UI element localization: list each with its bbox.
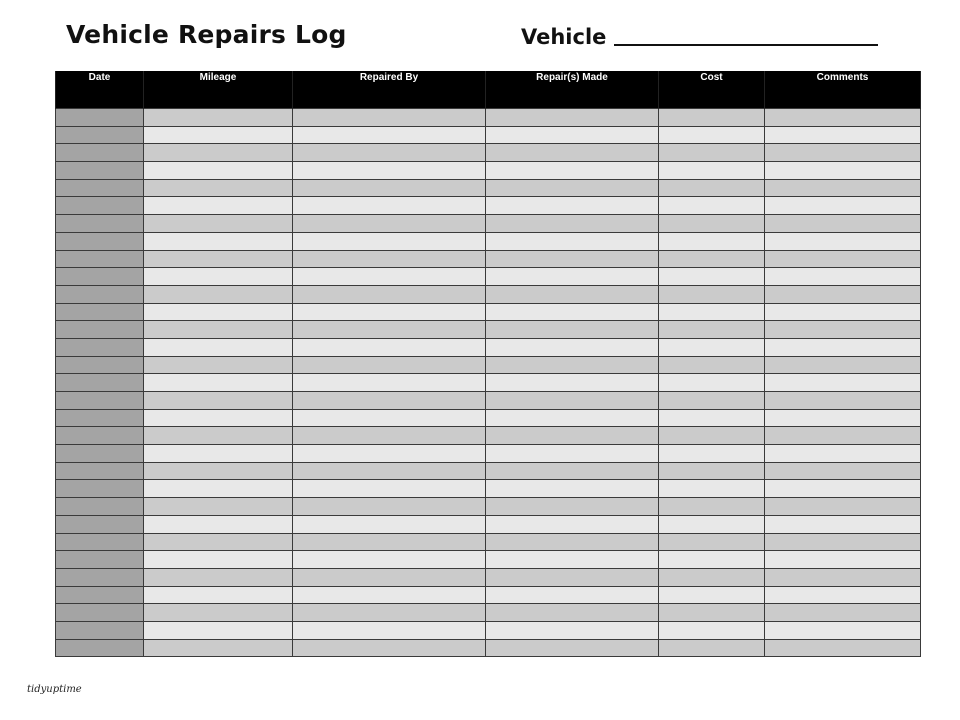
cell-mileage[interactable] [144,639,293,657]
cell-cost[interactable] [659,303,765,321]
table-row [56,462,921,480]
cell-date[interactable] [56,586,144,604]
cell-repairs-made[interactable] [486,232,659,250]
cell-comments[interactable] [765,285,921,303]
cell-mileage[interactable] [144,374,293,392]
cell-repaired-by[interactable] [293,250,486,268]
cell-repairs-made[interactable] [486,109,659,127]
cell-mileage[interactable] [144,515,293,533]
cell-repaired-by[interactable] [293,568,486,586]
cell-cost[interactable] [659,621,765,639]
table-row [56,268,921,286]
cell-repairs-made[interactable] [486,427,659,445]
cell-repairs-made[interactable] [486,604,659,622]
cell-cost[interactable] [659,639,765,657]
cell-date[interactable] [56,462,144,480]
cell-repaired-by[interactable] [293,392,486,410]
cell-cost[interactable] [659,445,765,463]
brand-watermark: tidyuptime [27,684,82,695]
cell-repairs-made[interactable] [486,374,659,392]
cell-date[interactable] [56,232,144,250]
cell-mileage[interactable] [144,126,293,144]
table-row [56,338,921,356]
cell-mileage[interactable] [144,215,293,233]
column-header-repaired-by: Repaired By [293,71,486,109]
table-row [56,250,921,268]
cell-date[interactable] [56,179,144,197]
cell-date[interactable] [56,515,144,533]
cell-mileage[interactable] [144,498,293,516]
cell-cost[interactable] [659,285,765,303]
cell-cost[interactable] [659,215,765,233]
cell-comments[interactable] [765,409,921,427]
table-row [56,232,921,250]
cell-comments[interactable] [765,462,921,480]
cell-cost[interactable] [659,126,765,144]
table-row [56,162,921,180]
cell-repaired-by[interactable] [293,533,486,551]
table-row [56,604,921,622]
vehicle-blank-line[interactable] [614,44,878,46]
cell-mileage[interactable] [144,621,293,639]
column-header-date: Date [56,71,144,109]
cell-repaired-by[interactable] [293,498,486,516]
table-row [56,179,921,197]
table-row [56,285,921,303]
cell-comments[interactable] [765,604,921,622]
table-row [56,144,921,162]
cell-cost[interactable] [659,551,765,569]
cell-cost[interactable] [659,409,765,427]
cell-repaired-by[interactable] [293,604,486,622]
cell-repairs-made[interactable] [486,162,659,180]
cell-cost[interactable] [659,109,765,127]
vehicle-field [521,24,878,50]
cell-repaired-by[interactable] [293,232,486,250]
table-row [56,427,921,445]
cell-repairs-made[interactable] [486,392,659,410]
cell-comments[interactable] [765,215,921,233]
cell-date[interactable] [56,551,144,569]
cell-repaired-by[interactable] [293,621,486,639]
cell-repairs-made[interactable] [486,126,659,144]
cell-comments[interactable] [765,480,921,498]
table-row [56,515,921,533]
cell-repaired-by[interactable] [293,409,486,427]
cell-repaired-by[interactable] [293,374,486,392]
cell-repairs-made[interactable] [486,144,659,162]
cell-repaired-by[interactable] [293,515,486,533]
table-body [56,109,921,657]
cell-mileage[interactable] [144,445,293,463]
cell-repaired-by[interactable] [293,285,486,303]
cell-comments[interactable] [765,551,921,569]
cell-repaired-by[interactable] [293,109,486,127]
cell-comments[interactable] [765,197,921,215]
cell-date[interactable] [56,356,144,374]
cell-repairs-made[interactable] [486,551,659,569]
cell-cost[interactable] [659,232,765,250]
cell-mileage[interactable] [144,144,293,162]
cell-repaired-by[interactable] [293,480,486,498]
cell-mileage[interactable] [144,303,293,321]
cell-cost[interactable] [659,480,765,498]
cell-cost[interactable] [659,568,765,586]
cell-date[interactable] [56,568,144,586]
cell-mileage[interactable] [144,197,293,215]
cell-repairs-made[interactable] [486,621,659,639]
cell-repaired-by[interactable] [293,303,486,321]
cell-mileage[interactable] [144,109,293,127]
cell-repairs-made[interactable] [486,268,659,286]
cell-comments[interactable] [765,427,921,445]
cell-date[interactable] [56,162,144,180]
cell-repaired-by[interactable] [293,427,486,445]
table-row [56,409,921,427]
cell-mileage[interactable] [144,250,293,268]
cell-repaired-by[interactable] [293,197,486,215]
cell-comments[interactable] [765,586,921,604]
cell-cost[interactable] [659,268,765,286]
cell-cost[interactable] [659,144,765,162]
cell-cost[interactable] [659,179,765,197]
cell-repairs-made[interactable] [486,179,659,197]
cell-repaired-by[interactable] [293,162,486,180]
cell-mileage[interactable] [144,586,293,604]
table-row [56,639,921,657]
cell-repairs-made[interactable] [486,409,659,427]
cell-repairs-made[interactable] [486,445,659,463]
cell-repaired-by[interactable] [293,215,486,233]
cell-repairs-made[interactable] [486,498,659,516]
cell-cost[interactable] [659,321,765,339]
cell-comments[interactable] [765,250,921,268]
cell-mileage[interactable] [144,604,293,622]
cell-repairs-made[interactable] [486,639,659,657]
cell-date[interactable] [56,215,144,233]
cell-repaired-by[interactable] [293,268,486,286]
table-row [56,586,921,604]
cell-comments[interactable] [765,126,921,144]
cell-repairs-made[interactable] [486,462,659,480]
cell-repairs-made[interactable] [486,586,659,604]
cell-date[interactable] [56,126,144,144]
cell-date[interactable] [56,480,144,498]
cell-comments[interactable] [765,321,921,339]
cell-comments[interactable] [765,179,921,197]
cell-comments[interactable] [765,338,921,356]
cell-cost[interactable] [659,533,765,551]
table-row [56,445,921,463]
cell-repairs-made[interactable] [486,303,659,321]
cell-repaired-by[interactable] [293,639,486,657]
cell-mileage[interactable] [144,409,293,427]
repairs-log-table [55,71,921,657]
cell-repairs-made[interactable] [486,515,659,533]
cell-date[interactable] [56,621,144,639]
column-header-cost: Cost [659,71,765,109]
cell-date[interactable] [56,321,144,339]
cell-comments[interactable] [765,568,921,586]
cell-mileage[interactable] [144,462,293,480]
cell-repaired-by[interactable] [293,126,486,144]
cell-repairs-made[interactable] [486,285,659,303]
cell-date[interactable] [56,250,144,268]
cell-repaired-by[interactable] [293,144,486,162]
cell-cost[interactable] [659,498,765,516]
cell-cost[interactable] [659,197,765,215]
column-header-comments: Comments [765,71,921,109]
cell-comments[interactable] [765,498,921,516]
cell-comments[interactable] [765,303,921,321]
column-header-repairs-made: Repair(s) Made [486,71,659,109]
cell-mileage[interactable] [144,338,293,356]
table-row [56,621,921,639]
cell-comments[interactable] [765,392,921,410]
cell-cost[interactable] [659,356,765,374]
column-header-mileage: Mileage [144,71,293,109]
cell-comments[interactable] [765,621,921,639]
table-row [56,303,921,321]
cell-cost[interactable] [659,604,765,622]
cell-repairs-made[interactable] [486,480,659,498]
table-row [56,392,921,410]
cell-cost[interactable] [659,586,765,604]
cell-cost[interactable] [659,427,765,445]
cell-date[interactable] [56,338,144,356]
table-row [56,356,921,374]
cell-date[interactable] [56,374,144,392]
cell-repaired-by[interactable] [293,338,486,356]
table-header-row [56,71,921,109]
cell-mileage[interactable] [144,321,293,339]
cell-repairs-made[interactable] [486,215,659,233]
cell-date[interactable] [56,409,144,427]
table-row [56,197,921,215]
table-row [56,480,921,498]
cell-repairs-made[interactable] [486,568,659,586]
cell-mileage[interactable] [144,533,293,551]
page-title: Vehicle Repairs Log [66,20,347,49]
cell-comments[interactable] [765,445,921,463]
vehicle-label: Vehicle [521,25,607,49]
cell-date[interactable] [56,604,144,622]
cell-comments[interactable] [765,639,921,657]
cell-date[interactable] [56,498,144,516]
table-row [56,374,921,392]
cell-comments[interactable] [765,144,921,162]
cell-repairs-made[interactable] [486,338,659,356]
cell-mileage[interactable] [144,480,293,498]
cell-date[interactable] [56,109,144,127]
cell-repaired-by[interactable] [293,179,486,197]
cell-date[interactable] [56,197,144,215]
cell-date[interactable] [56,268,144,286]
cell-mileage[interactable] [144,568,293,586]
table-row [56,126,921,144]
cell-comments[interactable] [765,232,921,250]
cell-cost[interactable] [659,162,765,180]
cell-date[interactable] [56,445,144,463]
table-row [56,109,921,127]
table-row [56,498,921,516]
cell-date[interactable] [56,144,144,162]
cell-comments[interactable] [765,515,921,533]
table-row [56,568,921,586]
cell-repairs-made[interactable] [486,250,659,268]
cell-mileage[interactable] [144,392,293,410]
cell-mileage[interactable] [144,356,293,374]
cell-date[interactable] [56,639,144,657]
cell-repaired-by[interactable] [293,462,486,480]
table-row [56,551,921,569]
cell-comments[interactable] [765,162,921,180]
cell-repairs-made[interactable] [486,197,659,215]
cell-mileage[interactable] [144,179,293,197]
cell-date[interactable] [56,303,144,321]
cell-mileage[interactable] [144,551,293,569]
cell-cost[interactable] [659,392,765,410]
cell-comments[interactable] [765,356,921,374]
cell-repaired-by[interactable] [293,321,486,339]
cell-date[interactable] [56,533,144,551]
cell-repaired-by[interactable] [293,356,486,374]
cell-mileage[interactable] [144,285,293,303]
cell-cost[interactable] [659,250,765,268]
cell-cost[interactable] [659,374,765,392]
table-row [56,321,921,339]
cell-repaired-by[interactable] [293,445,486,463]
cell-repairs-made[interactable] [486,321,659,339]
cell-comments[interactable] [765,374,921,392]
cell-repairs-made[interactable] [486,533,659,551]
cell-date[interactable] [56,392,144,410]
cell-comments[interactable] [765,268,921,286]
cell-mileage[interactable] [144,162,293,180]
cell-repaired-by[interactable] [293,551,486,569]
cell-repaired-by[interactable] [293,586,486,604]
cell-mileage[interactable] [144,427,293,445]
cell-cost[interactable] [659,515,765,533]
cell-comments[interactable] [765,533,921,551]
cell-comments[interactable] [765,109,921,127]
table-row [56,533,921,551]
cell-date[interactable] [56,285,144,303]
cell-repairs-made[interactable] [486,356,659,374]
cell-cost[interactable] [659,462,765,480]
cell-mileage[interactable] [144,268,293,286]
cell-date[interactable] [56,427,144,445]
table-row [56,215,921,233]
cell-mileage[interactable] [144,232,293,250]
cell-cost[interactable] [659,338,765,356]
